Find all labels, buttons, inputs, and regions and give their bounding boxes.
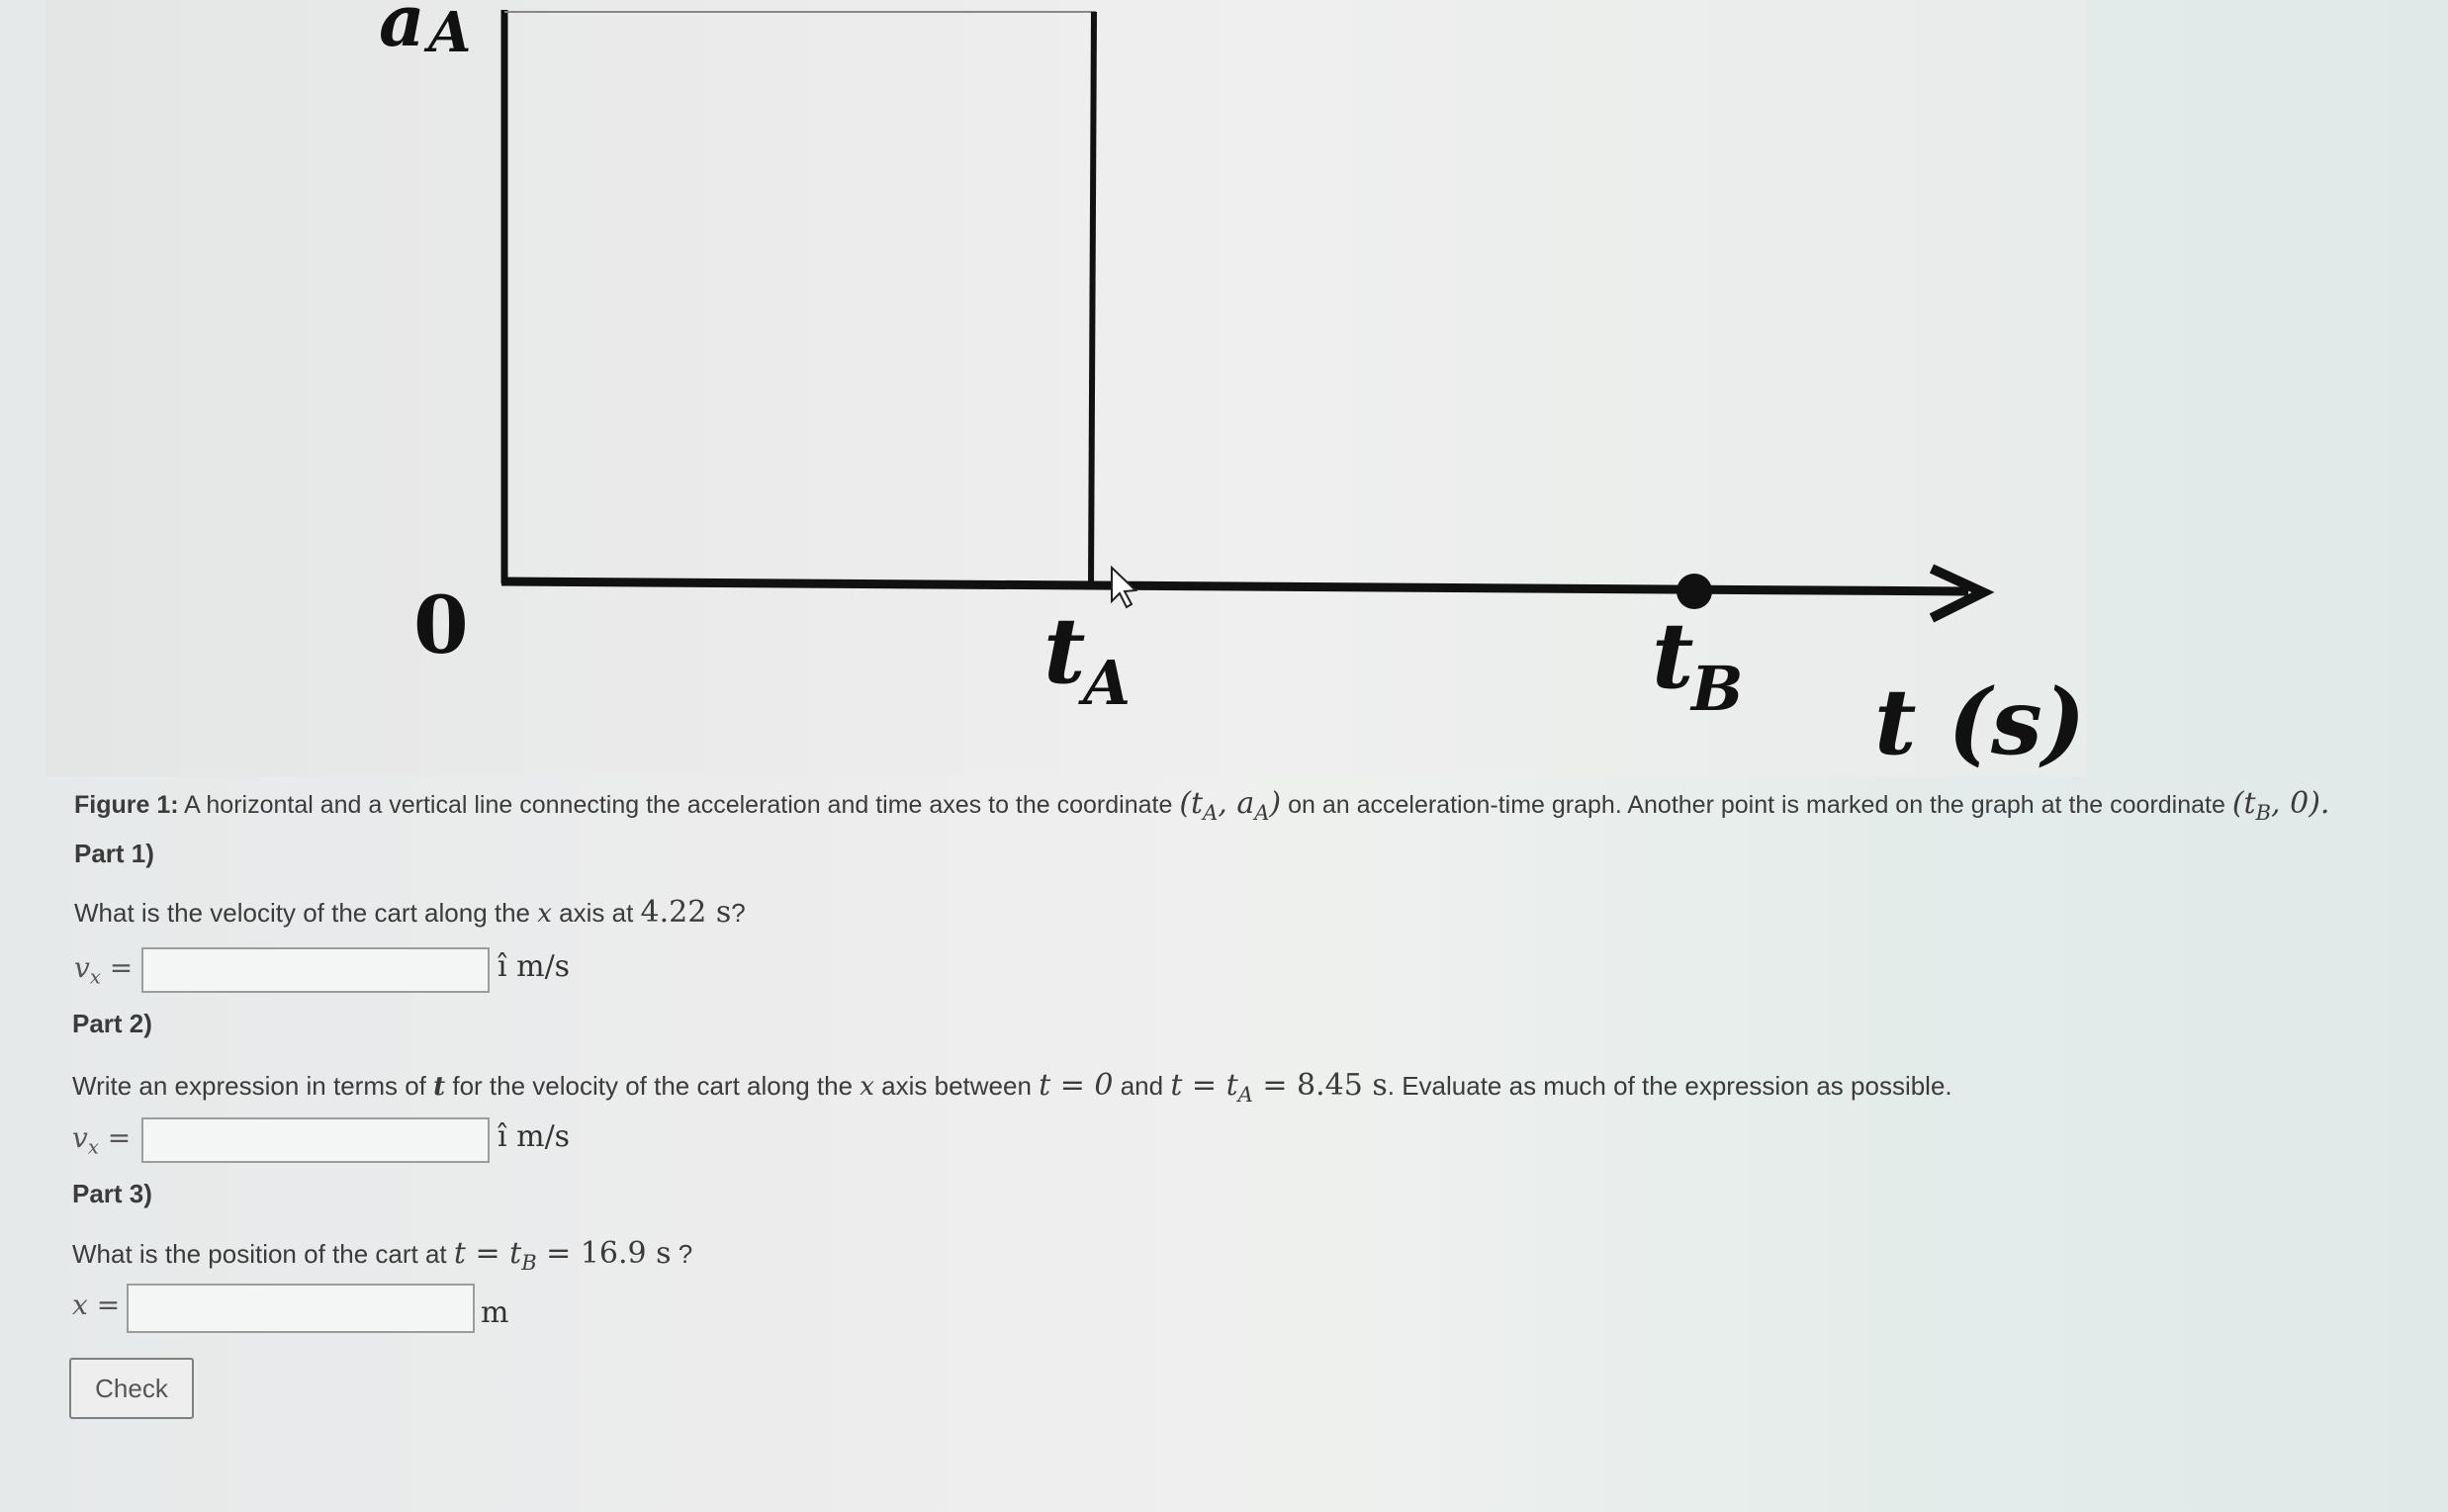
caption-text-2: on an acceleration-time graph. Another point is marked on the graph at the coordinate bbox=[1281, 791, 2232, 819]
part-2-condition: $t = t_A = 8.45$ s bbox=[1170, 1068, 1388, 1107]
y-axis-label: a bbox=[379, 0, 425, 62]
origin-label: 0 bbox=[413, 578, 469, 671]
part-1-velocity-input[interactable] bbox=[141, 947, 490, 993]
part-2-heading: Part 2) bbox=[72, 1009, 152, 1038]
part-1-unit: î m/s bbox=[498, 949, 571, 984]
x-axis-line bbox=[501, 581, 1968, 591]
mouse-cursor-icon bbox=[1112, 568, 1135, 607]
part-3-unit: m bbox=[481, 1295, 509, 1330]
part-1-variable-label: $v_x$ = bbox=[74, 951, 134, 989]
caption-lead: Figure 1: bbox=[74, 791, 179, 819]
t-a-vertical-line bbox=[1091, 12, 1094, 585]
caption-coordinate-a: ($t_A$, $a_A$) bbox=[1179, 786, 1282, 825]
x-axis-label: t (s) bbox=[1874, 668, 2086, 775]
part-3-position-input[interactable] bbox=[127, 1284, 475, 1333]
part-2-expression-input[interactable] bbox=[141, 1117, 490, 1163]
figure-caption bbox=[74, 786, 2329, 825]
caption-text-1: A horizontal and a vertical line connecting the acceleration and time axes to the coordinate bbox=[178, 791, 1180, 819]
part-2-variable-label: $v_x$ = bbox=[72, 1121, 132, 1159]
check-button[interactable]: Check bbox=[69, 1358, 194, 1419]
t-b-label-sub: B bbox=[1691, 653, 1744, 725]
part-3-variable-label: x = bbox=[72, 1289, 121, 1321]
caption-coordinate-b: ($t_B$, 0). bbox=[2231, 786, 2330, 825]
part-2-question: Write an expression in terms of t for the velocity of the cart along the x axis between t = 0 and $t = t_A = 8.45$ s. Evaluate as much of the expression as possible. bbox=[72, 1068, 1952, 1107]
part-1-heading: Part 1) bbox=[74, 839, 154, 868]
t-a-label: t bbox=[1043, 597, 1086, 704]
part-2-unit: î m/s bbox=[498, 1119, 571, 1154]
t-b-label: t bbox=[1652, 602, 1694, 709]
part-3-question: What is the position of the cart at $t = t_B = 16.9$ s ? bbox=[72, 1236, 693, 1275]
part-1-question: What is the velocity of the cart along the x axis at 4.22 s? bbox=[74, 895, 746, 930]
y-axis-label-sub: A bbox=[428, 0, 472, 65]
part-3-condition: $t = t_B = 16.9$ s bbox=[453, 1236, 672, 1275]
t-a-label-sub: A bbox=[1083, 647, 1132, 719]
part-3-heading: Part 3) bbox=[72, 1179, 152, 1208]
